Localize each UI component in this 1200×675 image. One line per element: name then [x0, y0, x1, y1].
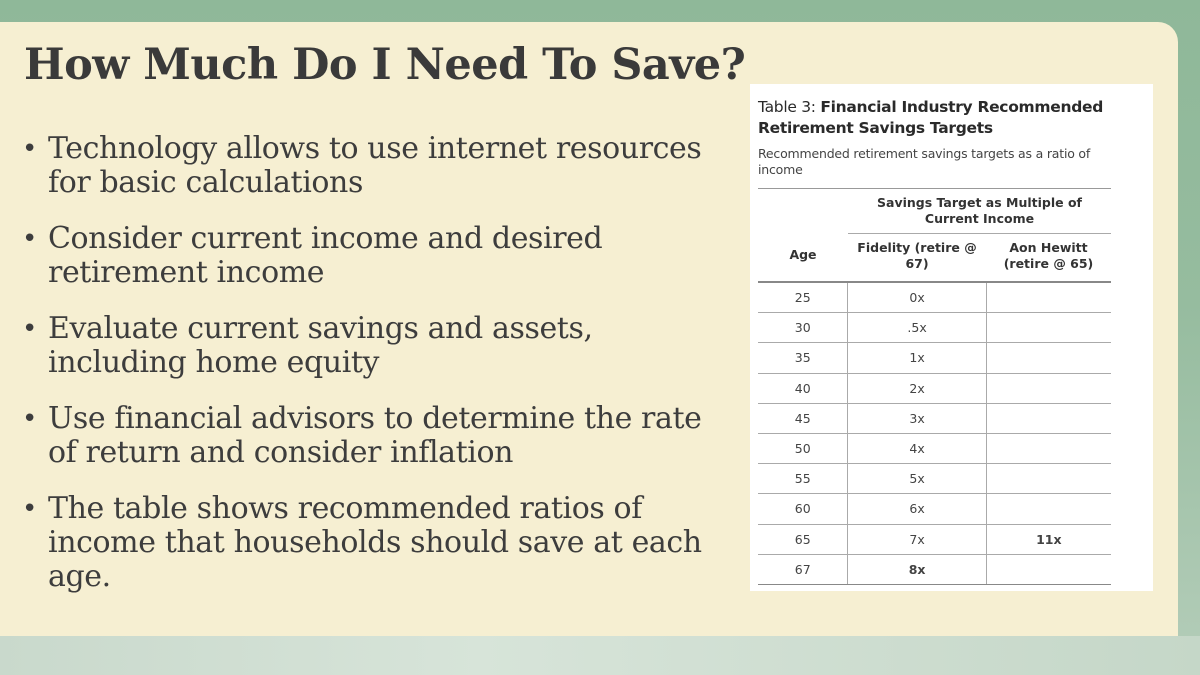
cell-aon-hewitt [987, 555, 1111, 584]
cell-fidelity: 1x [848, 343, 986, 372]
cell-fidelity: 7x [848, 525, 986, 554]
table-heading [758, 97, 1148, 139]
background-band [0, 636, 1200, 675]
table-row [758, 555, 1111, 585]
bullet-marker: • [22, 314, 37, 344]
column-header-age: Age [789, 247, 817, 262]
bullet-item [22, 222, 722, 290]
cell-fidelity: 4x [848, 434, 986, 463]
savings-table-image [750, 84, 1153, 591]
cell-fidelity: .5x [848, 313, 986, 342]
bullet-marker: • [22, 494, 37, 524]
table-row [758, 313, 1111, 343]
bullet-text: Use financial advisors to determine the rate of return and consider inflation [48, 401, 702, 470]
cell-age: 67 [758, 555, 848, 584]
table-row [758, 494, 1111, 524]
table-row [758, 283, 1111, 313]
cell-age: 45 [758, 404, 848, 433]
group-header: Savings Target as Multiple of Current Income [848, 195, 1111, 234]
cell-aon-hewitt [987, 434, 1111, 463]
cell-aon-hewitt: 11x [1036, 531, 1062, 547]
cell-aon-hewitt [987, 313, 1111, 342]
cell-age: 60 [758, 494, 848, 523]
cell-age: 30 [758, 313, 848, 342]
bullet-item [22, 492, 722, 594]
table-name: Financial Industry Recommended Retirement Savings Targets [758, 98, 1103, 137]
table-row [758, 434, 1111, 464]
cell-aon-hewitt [987, 494, 1111, 523]
cell-aon-hewitt [987, 343, 1111, 372]
bullet-list [22, 132, 722, 616]
bullet-item [22, 132, 722, 200]
cell-aon-hewitt [987, 283, 1111, 312]
cell-age: 55 [758, 464, 848, 493]
cell-fidelity: 6x [848, 494, 986, 523]
cell-age: 40 [758, 374, 848, 403]
cell-age: 50 [758, 434, 848, 463]
bullet-text: Evaluate current savings and assets, including home equity [48, 311, 593, 380]
table-caption: Recommended retirement savings targets as a ratio of income [758, 146, 1091, 177]
cell-age: 25 [758, 283, 848, 312]
column-header-aon-hewitt: Aon Hewitt (retire @ 65) [1003, 240, 1094, 271]
table-row [758, 374, 1111, 404]
table-row [758, 464, 1111, 494]
cell-fidelity: 3x [848, 404, 986, 433]
bullet-text: The table shows recommended ratios of income that households should save at each age. [48, 491, 702, 594]
cell-aon-hewitt [987, 464, 1111, 493]
bullet-text: Consider current income and desired retirement income [48, 221, 603, 290]
bullet-item [22, 402, 722, 470]
table-header [758, 189, 1111, 283]
table-body [758, 283, 1111, 585]
bullet-text: Technology allows to use internet resources for basic calculations [48, 131, 702, 200]
column-header-fidelity: Fidelity (retire @ 67) [857, 240, 977, 271]
bullet-marker: • [22, 134, 37, 164]
cell-fidelity: 5x [848, 464, 986, 493]
cell-age: 65 [758, 525, 848, 554]
table-row [758, 525, 1111, 555]
savings-table [758, 188, 1111, 585]
slide-title: How Much Do I Need To Save? [24, 40, 746, 90]
cell-fidelity: 0x [848, 283, 986, 312]
cell-aon-hewitt [987, 374, 1111, 403]
bullet-item [22, 312, 722, 380]
cell-fidelity: 2x [848, 374, 986, 403]
cell-aon-hewitt [987, 404, 1111, 433]
bullet-marker: • [22, 224, 37, 254]
cell-fidelity: 8x [848, 555, 986, 584]
table-row [758, 343, 1111, 373]
bullet-marker: • [22, 404, 37, 434]
table-row [758, 404, 1111, 434]
table-number: Table 3: [758, 98, 816, 116]
cell-age: 35 [758, 343, 848, 372]
